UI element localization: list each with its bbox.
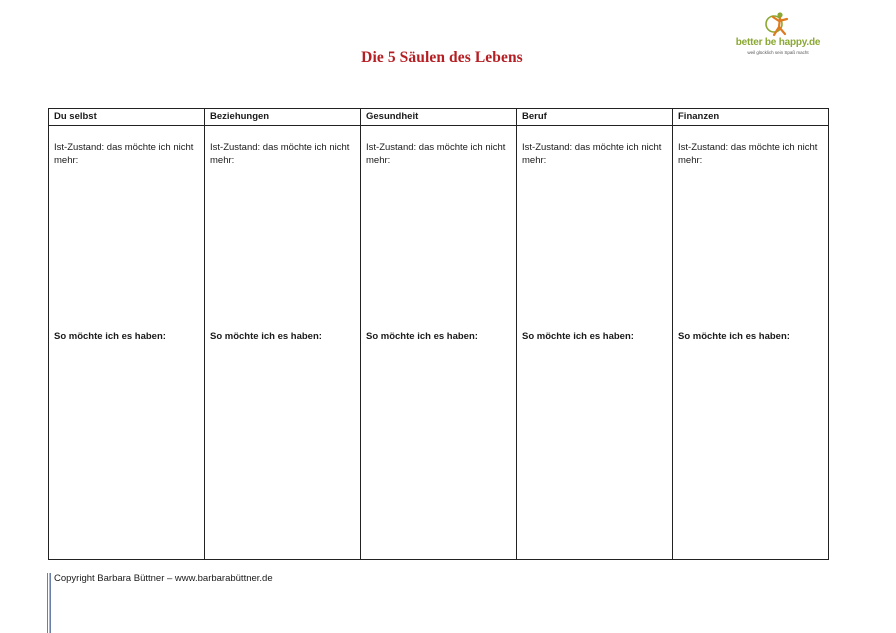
footer-margin-bar-line — [49, 573, 50, 633]
column-header: Gesundheit — [361, 109, 516, 126]
column-finanzen — [673, 109, 828, 559]
ist-zustand-prompt: Ist-Zustand: das möchte ich nicht mehr: — [54, 142, 194, 166]
column-beziehungen — [205, 109, 361, 559]
column-beruf — [517, 109, 673, 559]
soll-zustand-prompt: So möchte ich es haben: — [678, 331, 790, 342]
column-gesundheit — [361, 109, 517, 559]
ist-zustand-prompt: Ist-Zustand: das möchte ich nicht mehr: — [522, 142, 662, 166]
column-header: Beruf — [517, 109, 672, 126]
column-du-selbst — [49, 109, 205, 559]
soll-zustand-prompt: So möchte ich es haben: — [366, 331, 478, 342]
logo — [728, 10, 828, 60]
logo-name: better be happy.de — [735, 37, 821, 48]
ist-zustand-prompt: Ist-Zustand: das möchte ich nicht mehr: — [366, 142, 506, 166]
copyright-footer: Copyright Barbara Büttner – www.barbarabüttner.de — [54, 573, 273, 584]
column-header: Beziehungen — [205, 109, 360, 126]
column-header: Du selbst — [49, 109, 204, 126]
soll-zustand-prompt: So möchte ich es haben: — [210, 331, 322, 342]
pillars-table — [48, 108, 829, 560]
logo-tagline: weil glücklich sein Spaß macht — [747, 50, 809, 55]
soll-zustand-prompt: So möchte ich es haben: — [54, 331, 166, 342]
footer-margin-bar — [47, 573, 51, 633]
column-header: Finanzen — [673, 109, 828, 126]
figure-icon — [764, 10, 792, 38]
ist-zustand-prompt: Ist-Zustand: das möchte ich nicht mehr: — [210, 142, 350, 166]
ist-zustand-prompt: Ist-Zustand: das möchte ich nicht mehr: — [678, 142, 818, 166]
page-title: Die 5 Säulen des Lebens — [361, 49, 523, 66]
soll-zustand-prompt: So möchte ich es haben: — [522, 331, 634, 342]
